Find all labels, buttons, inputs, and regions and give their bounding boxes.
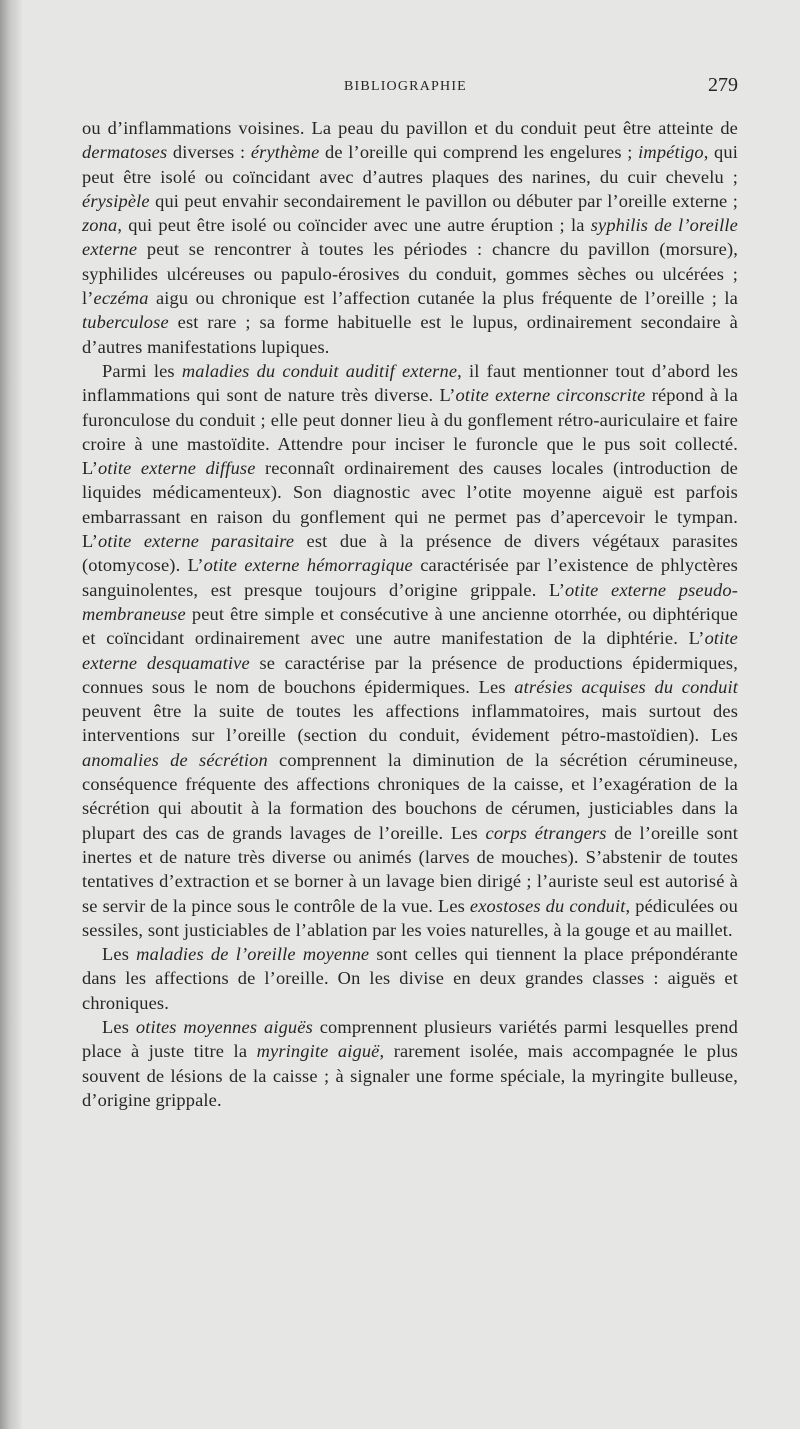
- text-run: est rare ; sa forme habituelle est le lupus, ordinairement secondaire à d’autres manifestations lupiques.: [82, 312, 738, 357]
- italic-term: érythème: [250, 142, 320, 163]
- text-run: Les: [102, 944, 137, 965]
- italic-term: otite externe pseudo-membraneuse: [82, 579, 738, 624]
- text-run: qui peut envahir secondairement le pavillon ou débuter par l’oreille externe ;: [149, 190, 738, 211]
- text-run: , pédiculées ou sessiles, sont justiciables de l’ablation par les voies naturelles, à la gouge et au maillet.: [82, 895, 738, 940]
- text-run: de l’oreille qui comprend les engelures ;: [319, 142, 639, 163]
- italic-term: otite externe desquamative: [82, 628, 738, 673]
- text-run: comprennent la diminution de la sécrétion cérumineuse, conséquence fréquente des affections chroniques de la caisse, et l’exagération de la sécrétion qui aboutit à la formation des bouchons de cérumen, justiciables dans la plupart des cas de grands lavages de l’oreille. Les: [82, 749, 738, 843]
- text-run: diverses :: [167, 142, 251, 163]
- paragraph-2: [82, 359, 738, 942]
- italic-term: otite externe hémorragique: [203, 555, 413, 576]
- text-run: se caractérise par la présence de productions épidermiques, connues sous le nom de bouchons épidermiques. Les: [82, 652, 738, 697]
- italic-term: otite externe diffuse: [97, 458, 256, 479]
- italic-term: érysipèle: [82, 190, 150, 211]
- page-number: 279: [708, 74, 738, 96]
- paragraph-3: [82, 942, 738, 1015]
- text-run: , qui peut être isolé ou coïncidant avec d’autres plaques des narines, du cuir chevelu ;: [82, 142, 738, 187]
- italic-term: syphilis de l’oreille externe: [82, 215, 738, 260]
- italic-term: exostoses du conduit: [469, 895, 626, 916]
- running-title: BIBLIOGRAPHIE: [344, 79, 467, 94]
- italic-term: otite externe parasitaire: [97, 531, 295, 552]
- text-run: peuvent être la suite de toutes les affections inflammatoires, mais surtout des interventions sur l’oreille (section du conduit, évidement pétro-mastoïdien). Les: [82, 701, 738, 746]
- italic-term: maladies du conduit auditif externe: [181, 360, 458, 381]
- italic-term: myringite aiguë: [256, 1041, 380, 1062]
- italic-term: eczéma: [93, 288, 149, 309]
- text-run: , qui peut être isolé ou coïncider avec une autre éruption ; la: [117, 215, 591, 236]
- text-run: de l’oreille sont inertes et de nature très diverse ou animés (larves de mouches). S’abstenir de toutes tentatives d’extraction et se borner à un lavage bien dirigé ; l’auriste seul est autorisé à se servir de la pince sous le contrôle de la vue. Les: [82, 822, 738, 916]
- text-run: peut se rencontrer à toutes les périodes : chancre du pavillon (morsure), syphilides ulcéreuses ou papulo-érosives du conduit, gommes sèches ou ulcérées ; l’: [82, 239, 738, 309]
- text-run: , il faut mentionner tout d’abord les inflammations qui sont de nature très diverse. L’: [82, 360, 738, 406]
- body-text: [82, 116, 738, 1112]
- text-run: Parmi les: [102, 360, 182, 381]
- page-header: [82, 76, 738, 100]
- text-run: Les: [102, 1016, 136, 1037]
- text-run: reconnaît ordinairement des causes locales (introduction de liquides médicamenteux). Son diagnostic avec l’otite moyenne aiguë est parfois embarrassant en raison du gonflement qui ne permet pas d’apercevoir le tympan. L’: [82, 458, 738, 552]
- italic-term: tuberculose: [82, 312, 169, 333]
- text-run: aigu ou chronique est l’affection cutanée la plus fréquente de l’oreille ; la: [148, 288, 738, 309]
- italic-term: zona: [82, 215, 118, 236]
- italic-term: corps étrangers: [485, 822, 607, 843]
- italic-term: impétigo: [638, 142, 704, 163]
- italic-term: otite externe circonscrite: [455, 385, 646, 406]
- italic-term: atrésies acquises du conduit: [514, 676, 738, 697]
- text-run: , rarement isolée, mais accompagnée le plus souvent de lésions de la caisse ; à signaler une forme spéciale, la myringite bulleuse, d’origine grippale.: [82, 1041, 738, 1110]
- italic-term: otites moyennes aiguës: [135, 1016, 313, 1037]
- paragraph-1: [82, 116, 738, 359]
- text-run: peut être simple et consécutive à une ancienne otorrhée, ou diphtérique et coïncidant ordinairement avec une autre manifestation de la diphtérie. L’: [82, 603, 738, 649]
- text-run: ou d’inflammations voisines. La peau du pavillon et du conduit peut être atteinte de: [82, 118, 738, 138]
- italic-term: dermatoses: [82, 142, 168, 163]
- text-run: est due à la présence de divers végétaux parasites (otomycose). L’: [82, 531, 738, 576]
- italic-term: maladies de l’oreille moyenne: [136, 944, 370, 965]
- text-run: répond à la furonculose du conduit ; elle peut donner lieu à du gonflement rétro-auriculaire et faire croire à une mastoïdite. Attendre pour inciser le furoncle que le pus soit collecté. L’: [82, 385, 738, 479]
- text-run: comprennent plusieurs variétés parmi lesquelles prend place à juste titre la: [82, 1016, 738, 1062]
- text-run: caractérisée par l’existence de phlyctères sanguinolentes, est presque toujours d’origine grippale. L’: [82, 555, 738, 600]
- paragraph-4: [82, 1015, 738, 1112]
- italic-term: anomalies de sécrétion: [82, 749, 268, 770]
- text-run: sont celles qui tiennent la place prépondérante dans les affections de l’oreille. On les divise en deux grandes classes : aiguës et chroniques.: [82, 944, 738, 1013]
